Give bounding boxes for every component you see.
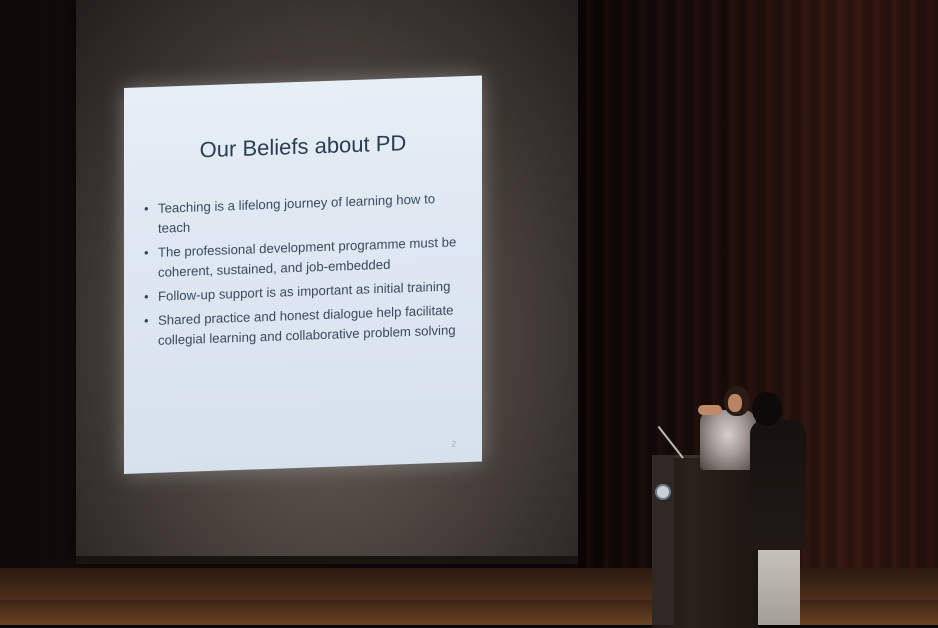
speaker-face [728,394,742,412]
bullet-icon: • [144,289,149,305]
person-legs [758,545,800,625]
slide-bullet [144,300,468,351]
bullet-text: The professional development programme must be coherent, sustained, and job-embedded [158,234,457,280]
bullet-text: Follow-up support is as important as initial training [158,278,451,304]
bullet-text: Teaching is a lifelong journey of learning how to teach [158,191,436,236]
speaker-arm [698,405,722,415]
slide-bullet [144,188,468,239]
bullet-icon: • [144,201,149,217]
bullet-text: Shared practice and honest dialogue help facilitate collegial learning and collaborative problem solving [158,302,456,348]
slide-bullet [144,232,468,283]
slide-page-number: 2 [451,439,456,449]
bullet-icon: • [144,245,149,261]
podium-front-panel [652,455,674,625]
screen-bottom-edge [76,556,578,564]
person-head [752,392,782,426]
bullet-icon: • [144,313,149,329]
podium-seal-icon [655,484,671,500]
projected-slide [124,75,482,474]
speaker-body [700,410,756,470]
person-body [750,420,806,550]
slide-title: Our Beliefs about PD [199,130,407,163]
slide-bullet-list [144,188,468,355]
